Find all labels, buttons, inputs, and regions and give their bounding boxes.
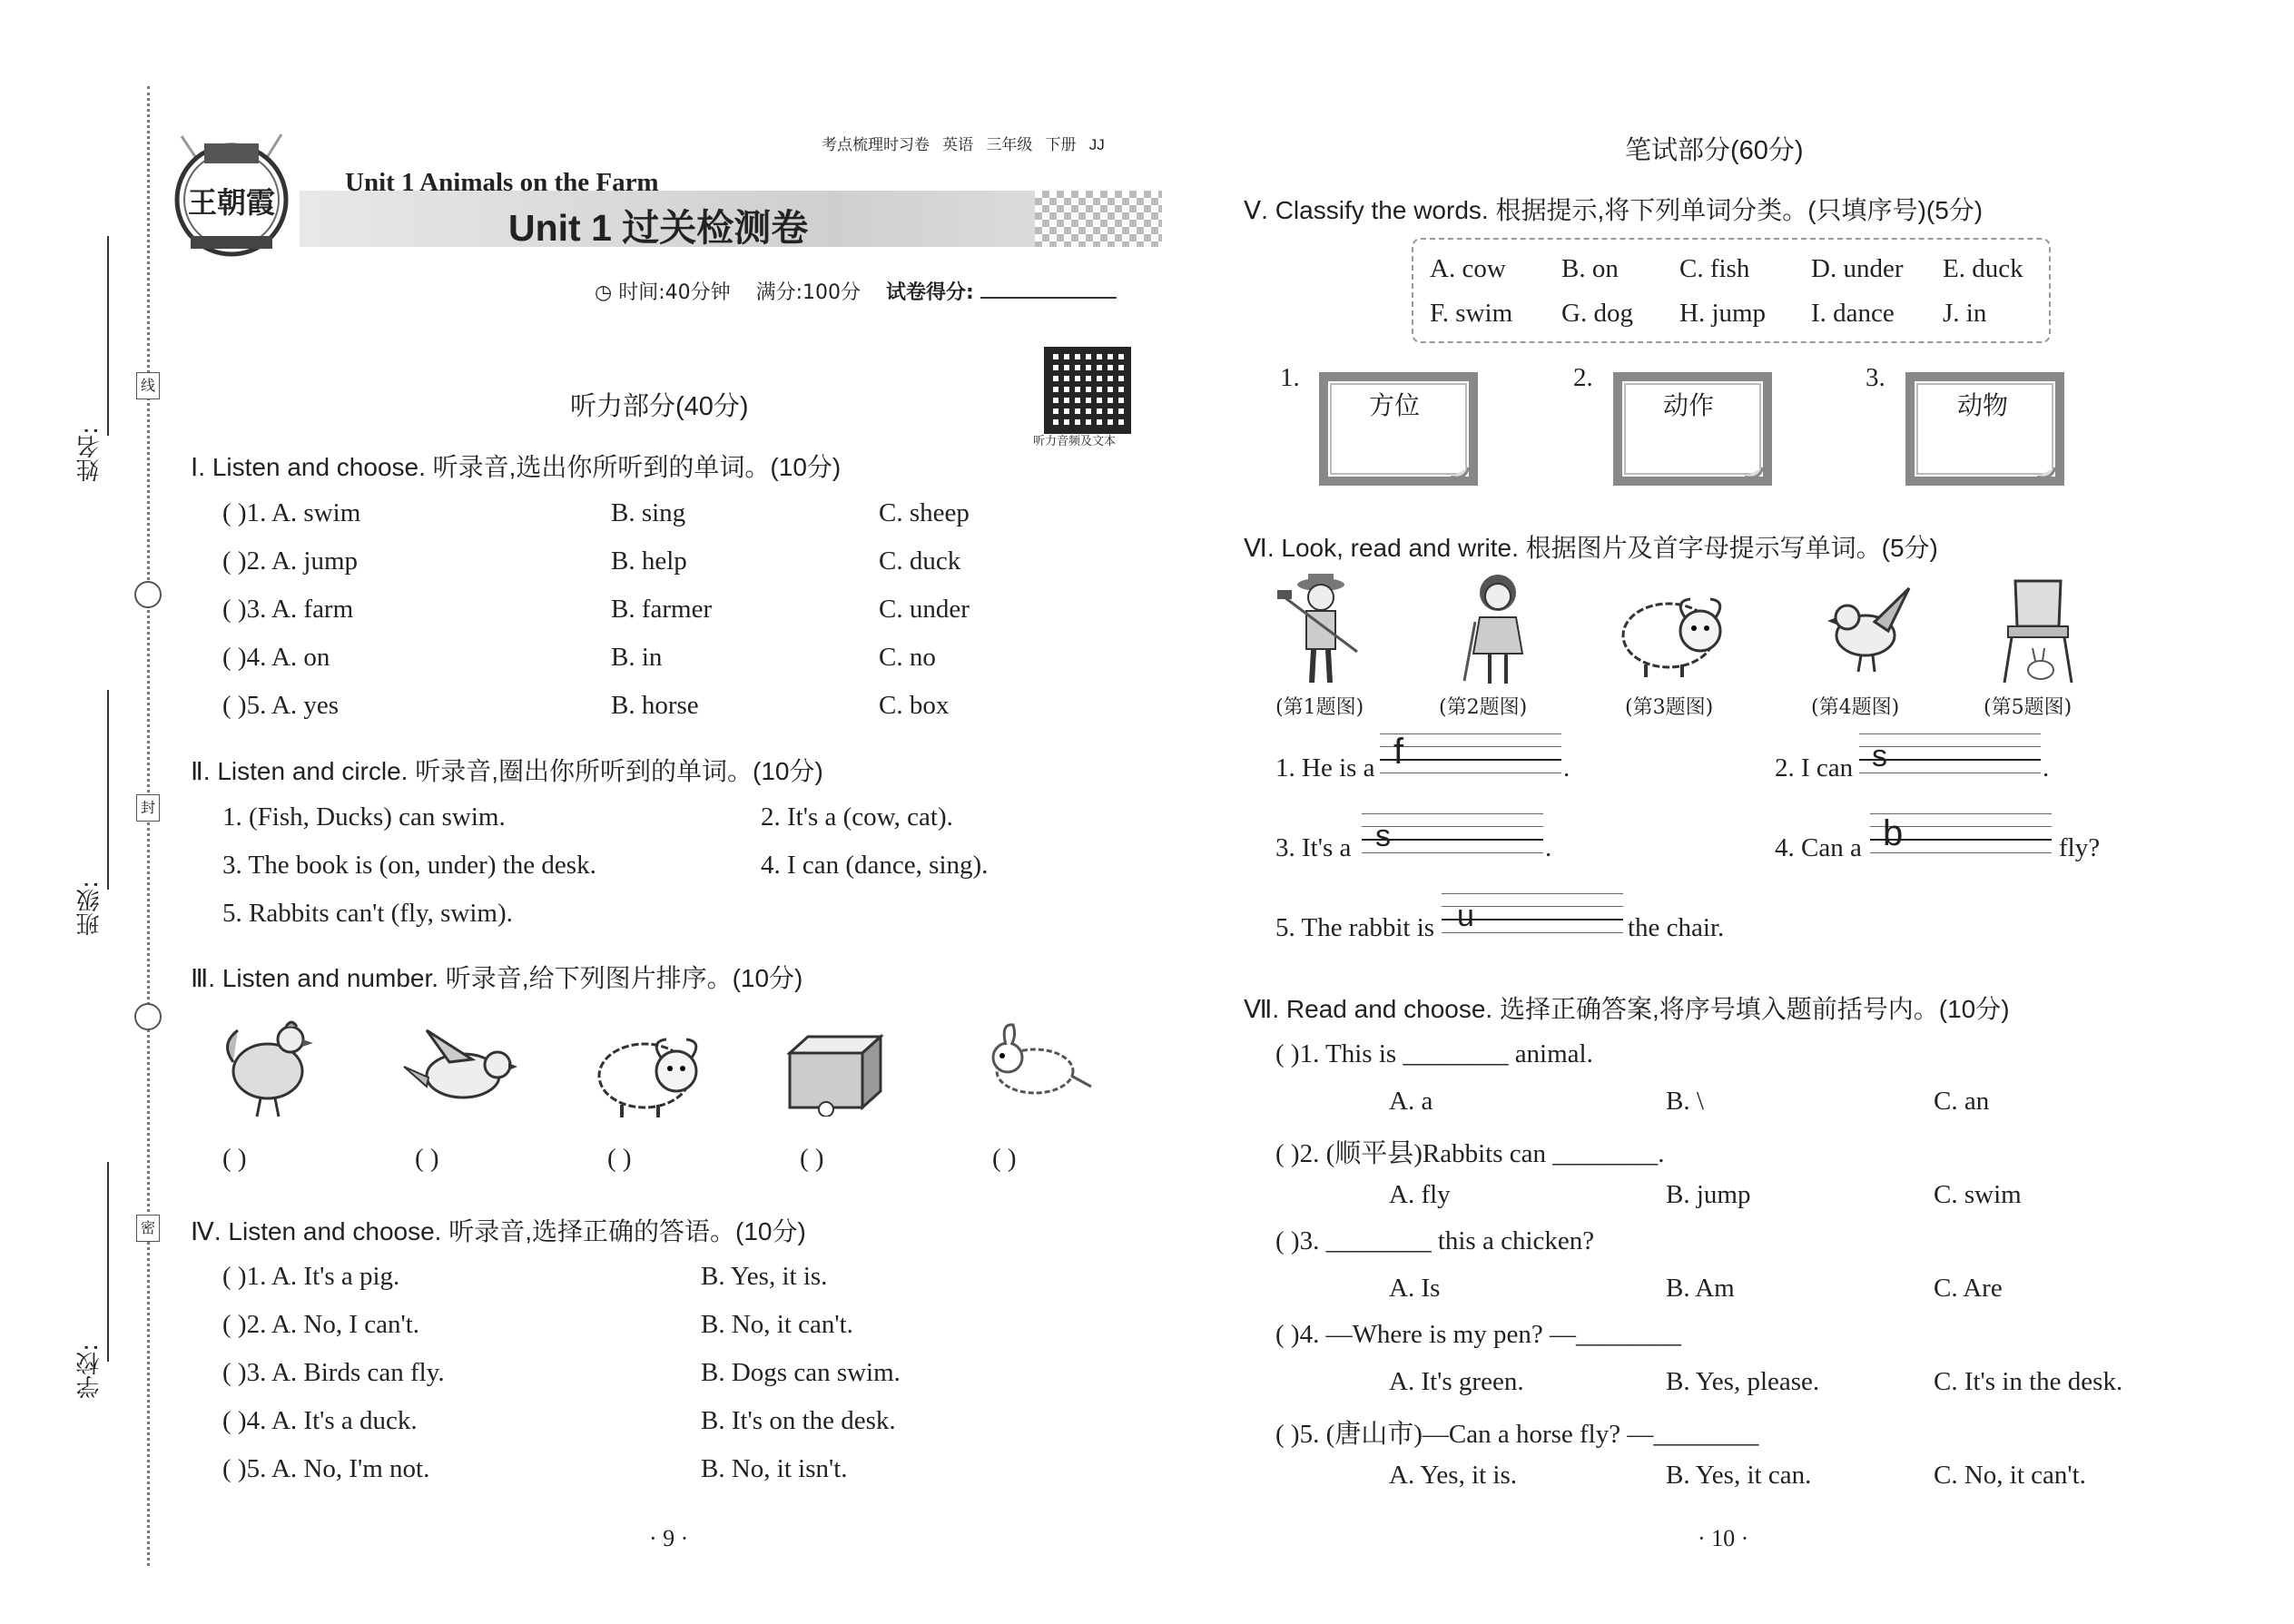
- s7-q5[interactable]: ( )5. (唐山市)—Can a horse fly? —________: [1275, 1420, 1759, 1449]
- s6-q5-letter: u: [1457, 899, 1474, 933]
- banner-checker: [1035, 191, 1162, 247]
- s6-q3-text: 3. It's a: [1275, 833, 1352, 862]
- chicken-icon: [213, 1012, 322, 1126]
- s4-q4[interactable]: ( )4. A. It's a duck.: [222, 1406, 418, 1435]
- logo-text: 王朝霞: [187, 185, 275, 220]
- listening-heading: 听力部分(40分): [570, 392, 749, 421]
- sheep-icon: [1614, 581, 1732, 685]
- clock-icon: ◷: [595, 281, 613, 304]
- s1-q5-c[interactable]: C. box: [879, 691, 950, 720]
- name-blank[interactable]: [107, 236, 109, 436]
- s6-q1-writing-lines[interactable]: [1380, 733, 1561, 785]
- s6-q2-end: .: [2043, 753, 2050, 782]
- bird-icon: [1811, 581, 1920, 685]
- s7-q1[interactable]: ( )1. This is ________ animal.: [1275, 1039, 1593, 1068]
- s7-q1-b[interactable]: B. \: [1666, 1087, 1704, 1116]
- s1-q5-b[interactable]: B. horse: [611, 691, 699, 720]
- margin-mark-mi: 密: [136, 1215, 160, 1242]
- chair-rabbit-icon: [1988, 572, 2088, 690]
- s1-q2[interactable]: ( )2. A. jump: [222, 546, 359, 576]
- score-blank[interactable]: [980, 297, 1117, 299]
- s4-q5[interactable]: ( )5. A. No, I'm not.: [222, 1454, 430, 1483]
- s6-q1-text: 1. He is a: [1275, 753, 1375, 782]
- binding-dotted-line: [147, 86, 150, 1566]
- s7-q4-a[interactable]: A. It's green.: [1389, 1367, 1524, 1396]
- s6-q2-text: 2. I can: [1775, 753, 1854, 782]
- class-label: 班级:: [76, 881, 103, 936]
- s3-bracket-1[interactable]: ( ): [222, 1144, 247, 1173]
- s4-q4-b[interactable]: B. It's on the desk.: [701, 1406, 896, 1435]
- s4-q1[interactable]: ( )1. A. It's a pig.: [222, 1262, 400, 1291]
- s4-q5-b[interactable]: B. No, it isn't.: [701, 1454, 848, 1483]
- section-5-title: Ⅴ. Classify the words. 根据提示,将下列单词分类。(只填序号)(5分): [1244, 196, 1984, 224]
- header-meta: [822, 132, 1105, 154]
- s1-q2-c[interactable]: C. duck: [879, 546, 961, 576]
- s6-q5-text: 5. The rabbit is: [1275, 913, 1435, 942]
- school-blank[interactable]: [107, 1162, 109, 1362]
- page-number-right: · 10 ·: [1698, 1525, 1749, 1551]
- frame-1-number: 1.: [1280, 363, 1300, 392]
- s1-q3-c[interactable]: C. under: [879, 595, 970, 624]
- time-label: 时间:40分钟: [618, 281, 731, 304]
- s6-q4-end: fly?: [2059, 833, 2101, 862]
- s2-item-4[interactable]: 4. I can (dance, sing).: [761, 851, 989, 880]
- section-7-title: Ⅶ. Read and choose. 选择正确答案,将序号填入题前括号内。(10分): [1244, 995, 2010, 1023]
- girl-icon: [1457, 567, 1539, 694]
- s6-q1-letter: f: [1393, 732, 1404, 772]
- score-label: 试卷得分:: [886, 281, 974, 304]
- s7-q1-c[interactable]: C. an: [1934, 1087, 1990, 1116]
- s6-q3-end: .: [1545, 833, 1552, 862]
- brand-logo: [163, 127, 300, 263]
- frame-1[interactable]: [1314, 368, 1482, 490]
- qr-caption: 听力音频及文本: [1033, 435, 1117, 448]
- subject-label: 英语: [942, 136, 974, 153]
- page-title: Unit 1 过关检测卷: [508, 207, 809, 249]
- pic-5-caption: (第5题图): [1984, 696, 2072, 719]
- s1-q1-c[interactable]: C. sheep: [879, 498, 970, 527]
- s1-q1-b[interactable]: B. sing: [611, 498, 686, 527]
- margin-circle-icon: [134, 1003, 162, 1030]
- section-1-title: Ⅰ. Listen and choose. 听录音,选出你所听到的单词。(10分): [191, 453, 842, 481]
- name-label: 姓名:: [76, 427, 103, 482]
- frame-2-label: 动作: [1663, 391, 1715, 419]
- s2-item-5[interactable]: 5. Rabbits can't (fly, swim).: [222, 899, 513, 928]
- frame-3[interactable]: [1901, 368, 2069, 490]
- word-i: I. dance: [1811, 299, 1895, 328]
- s4-q2-b[interactable]: B. No, it can't.: [701, 1310, 853, 1339]
- farmer-icon: [1275, 570, 1366, 693]
- s2-item-1[interactable]: 1. (Fish, Ducks) can swim.: [222, 802, 506, 832]
- school-label: 学校:: [76, 1343, 103, 1399]
- word-j: J. in: [1943, 299, 1987, 328]
- word-e: E. duck: [1943, 254, 2023, 283]
- word-d: D. under: [1811, 254, 1904, 283]
- s1-q4-b[interactable]: B. in: [611, 643, 663, 672]
- s7-q3-c[interactable]: C. Are: [1934, 1274, 2003, 1303]
- s1-q5[interactable]: ( )5. A. yes: [222, 691, 340, 720]
- s6-q4-text: 4. Can a: [1775, 833, 1862, 862]
- s6-q5-end: the chair.: [1628, 913, 1725, 942]
- rabbit-icon: [971, 1021, 1098, 1117]
- page-number-left: · 9 ·: [649, 1525, 689, 1551]
- s4-q2[interactable]: ( )2. A. No, I can't.: [222, 1310, 420, 1339]
- s1-q2-b[interactable]: B. help: [611, 546, 687, 576]
- s4-q1-b[interactable]: B. Yes, it is.: [701, 1262, 828, 1291]
- s4-q3-b[interactable]: B. Dogs can swim.: [701, 1358, 901, 1387]
- s7-q3-a[interactable]: A. Is: [1389, 1274, 1441, 1303]
- word-h: H. jump: [1679, 299, 1767, 328]
- section-6-title: Ⅵ. Look, read and write. 根据图片及首字母提示写单词。(5分): [1244, 534, 1938, 562]
- s7-q2-a[interactable]: A. fly: [1389, 1180, 1451, 1209]
- volume-label: 下册: [1045, 136, 1077, 153]
- s7-q1-a[interactable]: A. a: [1389, 1087, 1433, 1116]
- pic-4-caption: (第4题图): [1811, 696, 1900, 719]
- qr-code-icon[interactable]: [1044, 347, 1131, 434]
- s6-q4-letter: b: [1883, 813, 1904, 853]
- frame-3-number: 3.: [1866, 363, 1885, 392]
- sheep-icon: [590, 1021, 708, 1126]
- s2-item-2[interactable]: 2. It's a (cow, cat).: [761, 802, 953, 832]
- margin-mark-xian: 线: [136, 372, 160, 399]
- s7-q3[interactable]: ( )3. ________ this a chicken?: [1275, 1226, 1595, 1255]
- s7-q2-c[interactable]: C. swim: [1934, 1180, 2022, 1209]
- s7-q5-c[interactable]: C. No, it can't.: [1934, 1461, 2086, 1490]
- s7-q4-c[interactable]: C. It's in the desk.: [1934, 1367, 2123, 1396]
- s7-q5-b[interactable]: B. Yes, it can.: [1666, 1461, 1812, 1490]
- grade-label: 三年级: [986, 136, 1033, 153]
- s1-q1[interactable]: ( )1. A. swim: [222, 498, 361, 527]
- bird-icon: [399, 1021, 517, 1117]
- section-2-title: Ⅱ. Listen and circle. 听录音,圈出你所听到的单词。(10分): [191, 757, 823, 785]
- s3-bracket-2[interactable]: ( ): [415, 1144, 439, 1173]
- full-score-label: 满分:100分: [755, 281, 861, 304]
- exam-info: [595, 277, 1117, 305]
- frame-3-label: 动物: [1957, 391, 2009, 419]
- word-g: G. dog: [1561, 299, 1633, 328]
- frame-1-label: 方位: [1369, 391, 1421, 419]
- pic-2-caption: (第2题图): [1439, 696, 1528, 719]
- edition-label: JJ: [1088, 136, 1105, 153]
- frame-2-number: 2.: [1573, 363, 1593, 392]
- s7-q2[interactable]: ( )2. (顺平县)Rabbits can ________.: [1275, 1139, 1665, 1168]
- s3-bracket-5[interactable]: ( ): [992, 1144, 1017, 1173]
- box-icon: [781, 1026, 890, 1121]
- margin-mark-feng: 封: [136, 794, 160, 822]
- s4-q3[interactable]: ( )3. A. Birds can fly.: [222, 1358, 445, 1387]
- class-blank[interactable]: [107, 690, 109, 890]
- s6-q2-letter: s: [1872, 739, 1887, 773]
- s7-q3-b[interactable]: B. Am: [1666, 1274, 1735, 1303]
- s1-q3[interactable]: ( )3. A. farm: [222, 595, 354, 624]
- frame-2[interactable]: [1609, 368, 1777, 490]
- section-3-title: Ⅲ. Listen and number. 听录音,给下列图片排序。(10分): [191, 964, 803, 992]
- s7-q4[interactable]: ( )4. —Where is my pen? —________: [1275, 1320, 1681, 1349]
- s7-q5-a[interactable]: A. Yes, it is.: [1389, 1461, 1518, 1490]
- s6-q3-letter: s: [1375, 819, 1391, 853]
- margin-circle-icon: [134, 581, 162, 608]
- word-a: A. cow: [1430, 254, 1506, 283]
- series-label: 考点梳理时习卷: [822, 136, 930, 153]
- s1-q3-b[interactable]: B. farmer: [611, 595, 713, 624]
- s7-q4-b[interactable]: B. Yes, please.: [1666, 1367, 1820, 1396]
- s3-bracket-3[interactable]: ( ): [607, 1144, 632, 1173]
- s1-q4-c[interactable]: C. no: [879, 643, 936, 672]
- pic-1-caption: (第1题图): [1275, 696, 1364, 719]
- s2-item-3[interactable]: 3. The book is (on, under) the desk.: [222, 851, 596, 880]
- pic-3-caption: (第3题图): [1625, 696, 1714, 719]
- section-4-title: Ⅳ. Listen and choose. 听录音,选择正确的答语。(10分): [191, 1217, 806, 1245]
- s7-q2-b[interactable]: B. jump: [1666, 1180, 1751, 1209]
- s3-bracket-4[interactable]: ( ): [800, 1144, 824, 1173]
- s1-q4[interactable]: ( )4. A. on: [222, 643, 330, 672]
- word-f: F. swim: [1430, 299, 1513, 328]
- unit-subtitle: Unit 1 Animals on the Farm: [345, 168, 659, 197]
- writing-heading: 笔试部分(60分): [1625, 136, 1804, 165]
- s6-q1-end: .: [1563, 753, 1570, 782]
- word-b: B. on: [1561, 254, 1619, 283]
- word-c: C. fish: [1679, 254, 1750, 283]
